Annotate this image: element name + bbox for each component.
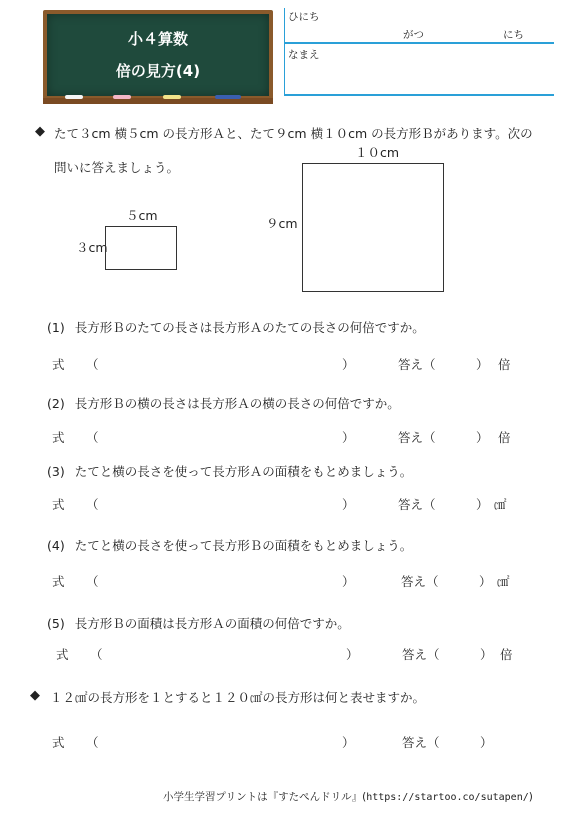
question-number: (5) (47, 616, 65, 631)
name-label: なまえ (288, 49, 320, 61)
formula-close-paren: ） (342, 357, 355, 372)
question-2 (47, 394, 400, 412)
formula-label: 式 (52, 430, 65, 445)
question-number: (4) (47, 538, 65, 553)
answer-label: 答え（ (402, 735, 440, 750)
answer-unit: ㎠ (497, 574, 510, 589)
formula-label: 式 (52, 735, 65, 750)
worksheet-topic-title: 倍の見方(4) (115, 62, 201, 80)
problem1-text-line1: たて３cm 横５cm の長方形Ａと、たて９cm 横１０cm の長方形Ｂがあります。次の (54, 126, 533, 141)
question-1 (47, 318, 425, 336)
answer-label: 答え（ (402, 647, 440, 662)
problem1-text-line2: 問いに答えましょう。 (54, 160, 180, 175)
question-text: 長方形Ｂの横の長さは長方形Ａの横の長さの何倍ですか。 (74, 396, 400, 411)
question-number: (2) (47, 396, 65, 411)
answer-close-paren: ） (479, 574, 492, 589)
question-text: たてと横の長さを使って長方形Ａの面積をもとめましょう。 (74, 464, 413, 479)
date-line (284, 42, 554, 44)
formula-open-paren: （ (90, 647, 103, 662)
formula-close-paren: ） (342, 430, 355, 445)
formula-open-paren: （ (86, 574, 99, 589)
problem2-text: １２㎠の長方形を１とすると１２０㎠の長方形は何と表せますか。 (50, 690, 426, 705)
footer-close-paren: ) (528, 791, 533, 803)
question-4 (47, 536, 412, 554)
answer-label: 答え（ (398, 497, 436, 512)
formula-label: 式 (52, 574, 65, 589)
answer-label: 答え（ (398, 430, 436, 445)
question-5 (47, 614, 350, 632)
rectangle-b (302, 163, 444, 292)
answer-close-paren: ） (476, 430, 489, 445)
bullet-diamond: ◆ (35, 124, 45, 139)
answer-unit: 倍 (500, 647, 513, 662)
answer-unit: 倍 (498, 357, 511, 372)
answer-close-paren: ） (476, 357, 489, 372)
rectangle-a (105, 226, 177, 270)
blackboard (43, 10, 273, 100)
chalk-white (65, 95, 83, 99)
answer-unit: 倍 (498, 430, 511, 445)
bullet-diamond: ◆ (30, 688, 40, 703)
question-3 (47, 462, 412, 480)
question-number: (3) (47, 464, 65, 479)
answer-label: 答え（ (401, 574, 439, 589)
blackboard-header (43, 10, 269, 100)
formula-close-paren: ） (342, 497, 355, 512)
chalk-pink (113, 95, 131, 99)
question-number: (1) (47, 320, 65, 335)
formula-label: 式 (52, 357, 65, 372)
formula-open-paren: （ (86, 735, 99, 750)
answer-close-paren: ） (476, 497, 489, 512)
eraser (215, 95, 241, 99)
question-text: 長方形Ｂの面積は長方形Ａの面積の何倍ですか。 (74, 616, 350, 631)
question-text: たてと横の長さを使って長方形Ｂの面積をもとめましょう。 (74, 538, 413, 553)
formula-label: 式 (56, 647, 69, 662)
answer-label: 答え（ (398, 357, 436, 372)
month-label: がつ (403, 29, 424, 41)
name-line (284, 94, 554, 96)
worksheet-grade-title: 小４算数 (127, 30, 188, 48)
footer-link[interactable]: https://startoo.co/sutapen/ (366, 792, 529, 803)
formula-open-paren: （ (86, 430, 99, 445)
rectB-width-label: １０cm (355, 145, 400, 160)
footer-credit (163, 789, 533, 804)
answer-close-paren: ） (480, 735, 493, 750)
answer-unit: ㎠ (494, 497, 507, 512)
rectB-height-label: ９cm (266, 216, 298, 231)
formula-open-paren: （ (86, 357, 99, 372)
footer-text: 小学生学習プリントは『すたぺんドリル』( (163, 791, 367, 803)
namebox-left-border (284, 8, 285, 96)
formula-close-paren: ） (346, 647, 359, 662)
question-text: 長方形Ｂのたての長さは長方形Ａのたての長さの何倍ですか。 (74, 320, 425, 335)
formula-label: 式 (52, 497, 65, 512)
formula-open-paren: （ (86, 497, 99, 512)
formula-close-paren: ） (342, 735, 355, 750)
rectA-width-label: ５cm (126, 208, 158, 223)
rectA-height-label: ３cm (76, 240, 108, 255)
date-label: ひにち (288, 11, 320, 23)
day-label: にち (503, 29, 524, 41)
chalk-yellow (163, 95, 181, 99)
formula-close-paren: ） (342, 574, 355, 589)
answer-close-paren: ） (480, 647, 493, 662)
